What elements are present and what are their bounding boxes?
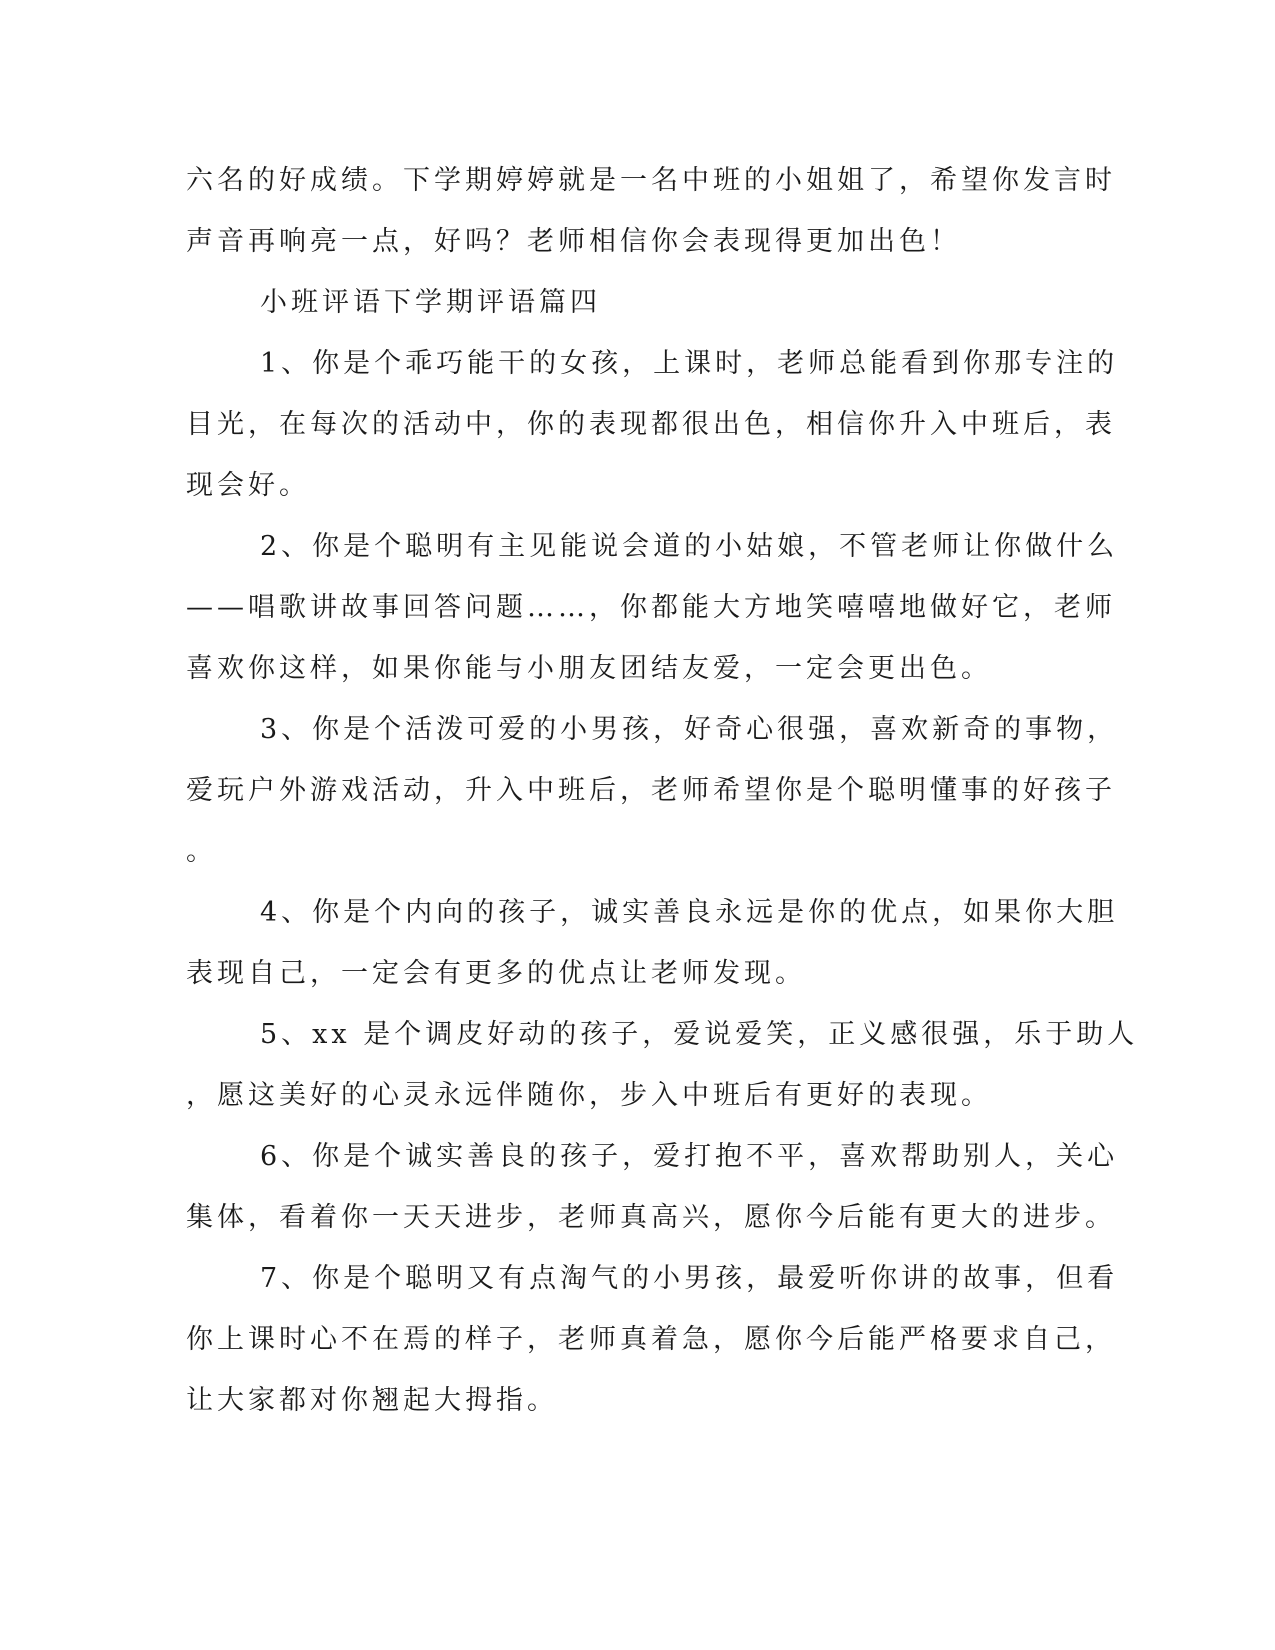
text-line: 3、你是个活泼可爱的小男孩，好奇心很强，喜欢新奇的事物， <box>260 714 1119 745</box>
text-line: 目光，在每次的活动中，你的表现都很出色，相信你升入中班后，表 <box>186 409 1116 440</box>
text-line: 你上课时心不在焉的样子，老师真着急，愿你今后能严格要求自己， <box>186 1324 1116 1355</box>
text-line: 让大家都对你翘起大拇指。 <box>186 1385 558 1416</box>
document-body <box>186 150 1139 1431</box>
text-line: 声音再响亮一点，好吗？老师相信你会表现得更加出色！ <box>186 226 961 257</box>
text-line: 1、你是个乖巧能干的女孩，上课时，老师总能看到你那专注的 <box>260 348 1119 379</box>
text-line: 。 <box>186 836 217 867</box>
text-line: 爱玩户外游戏活动，升入中班后，老师希望你是个聪明懂事的好孩子 <box>186 775 1116 806</box>
text-line: 喜欢你这样，如果你能与小朋友团结友爱，一定会更出色。 <box>186 653 992 684</box>
text-line: 表现自己，一定会有更多的优点让老师发现。 <box>186 958 806 989</box>
text-line: 六名的好成绩。下学期婷婷就是一名中班的小姐姐了，希望你发言时 <box>186 165 1116 196</box>
text-line: 5、xx 是个调皮好动的孩子，爱说爱笑，正义感很强，乐于助人 <box>260 1019 1139 1050</box>
text-line: ——唱歌讲故事回答问题……，你都能大方地笑嘻嘻地做好它，老师 <box>186 592 1116 623</box>
text-line: 现会好。 <box>186 470 310 501</box>
text-line: ，愿这美好的心灵永远伴随你，步入中班后有更好的表现。 <box>186 1080 992 1111</box>
section-heading: 小班评语下学期评语篇四 <box>260 287 601 318</box>
text-line: 2、你是个聪明有主见能说会道的小姑娘，不管老师让你做什么 <box>260 531 1119 562</box>
text-line: 集体，看着你一天天进步，老师真高兴，愿你今后能有更大的进步。 <box>186 1202 1116 1233</box>
text-line: 6、你是个诚实善良的孩子，爱打抱不平，喜欢帮助别人，关心 <box>260 1141 1119 1172</box>
text-line: 7、你是个聪明又有点淘气的小男孩，最爱听你讲的故事，但看 <box>260 1263 1119 1294</box>
text-line: 4、你是个内向的孩子，诚实善良永远是你的优点，如果你大胆 <box>260 897 1119 928</box>
